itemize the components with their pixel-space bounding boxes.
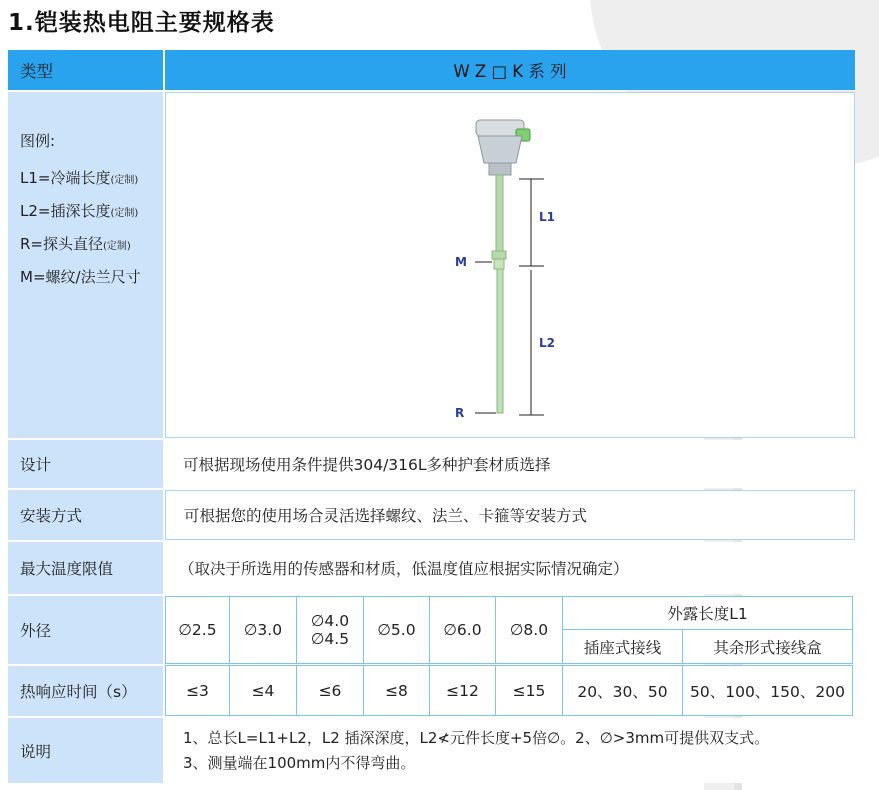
diameter-d5: ∅6.0 bbox=[429, 596, 496, 664]
upper-sheath bbox=[496, 175, 503, 255]
maxtemp-label: 最大温度限值 bbox=[8, 542, 163, 594]
socket-wiring-header: 插座式接线 bbox=[562, 629, 683, 664]
label-l2: L2 bbox=[539, 336, 555, 350]
install-label: 安装方式 bbox=[8, 490, 163, 540]
label-l1: L1 bbox=[539, 210, 555, 224]
exposed-length-header: 外露长度L1 bbox=[562, 596, 853, 630]
note-line-1: 1、总长L=L1+L2，L2 插深深度，L2≮元件长度+5倍∅。2、∅>3mm可提供双支式。 bbox=[183, 728, 770, 747]
fitting-thread bbox=[494, 259, 504, 269]
head-body bbox=[478, 136, 522, 163]
response-v3: ≤6 bbox=[296, 665, 364, 716]
diameter-d1: ∅2.5 bbox=[165, 596, 230, 664]
legend-item-l2: L2=插深长度(定制) bbox=[20, 202, 139, 220]
diameter-d2: ∅3.0 bbox=[229, 596, 297, 664]
head-neck bbox=[489, 163, 511, 175]
diameter-d3 bbox=[296, 596, 364, 664]
legend-title: 图例: bbox=[20, 132, 56, 150]
design-value: 可根据现场使用条件提供304/316L多种护套材质选择 bbox=[165, 440, 855, 488]
response-v1: ≤3 bbox=[165, 665, 230, 716]
label-r: R bbox=[455, 406, 465, 420]
response-label: 热响应时间（s） bbox=[8, 666, 163, 716]
response-box-values: 50、100、150、200 bbox=[682, 665, 853, 716]
note-label: 说明 bbox=[8, 718, 163, 783]
header-type-label: 类型 bbox=[8, 50, 163, 90]
note-line-2: 3、测量端在100mm内不得弯曲。 bbox=[183, 753, 416, 772]
page-title: 1.铠装热电阻主要规格表 bbox=[8, 10, 275, 36]
lower-sheath bbox=[497, 269, 503, 413]
header-series-value: W Z □ K 系 列 bbox=[165, 50, 855, 90]
design-label: 设计 bbox=[8, 440, 163, 488]
response-v5: ≤12 bbox=[429, 665, 496, 716]
junction-box-header: 其余形式接线盒 bbox=[682, 629, 853, 664]
diameter-d3a: ∅4.0 bbox=[310, 612, 350, 630]
fitting-nut bbox=[492, 251, 506, 259]
legend-item-m: M=螺纹/法兰尺寸 bbox=[20, 268, 141, 286]
response-v4: ≤8 bbox=[363, 665, 430, 716]
maxtemp-value: （取决于所选用的传感器和材质，低温度值应根据实际情况确定） bbox=[165, 542, 855, 594]
legend-item-l1: L1=冷端长度(定制) bbox=[20, 169, 139, 187]
diameter-d4: ∅5.0 bbox=[363, 596, 430, 664]
legend-panel bbox=[8, 92, 163, 438]
thermocouple-diagram bbox=[166, 93, 856, 439]
response-v6: ≤15 bbox=[495, 665, 563, 716]
legend-item-r: R=探头直径(定制) bbox=[20, 235, 131, 253]
diameter-d6: ∅8.0 bbox=[495, 596, 563, 664]
response-socket-values: 20、30、50 bbox=[562, 665, 683, 716]
label-m: M bbox=[455, 255, 467, 269]
note-value bbox=[165, 718, 853, 783]
response-v2: ≤4 bbox=[229, 665, 297, 716]
diagram-panel bbox=[165, 92, 855, 438]
diameter-label: 外径 bbox=[8, 596, 163, 664]
diameter-d3b: ∅4.5 bbox=[310, 630, 350, 648]
install-value: 可根据您的使用场合灵活选择螺纹、法兰、卡箍等安装方式 bbox=[165, 490, 855, 540]
